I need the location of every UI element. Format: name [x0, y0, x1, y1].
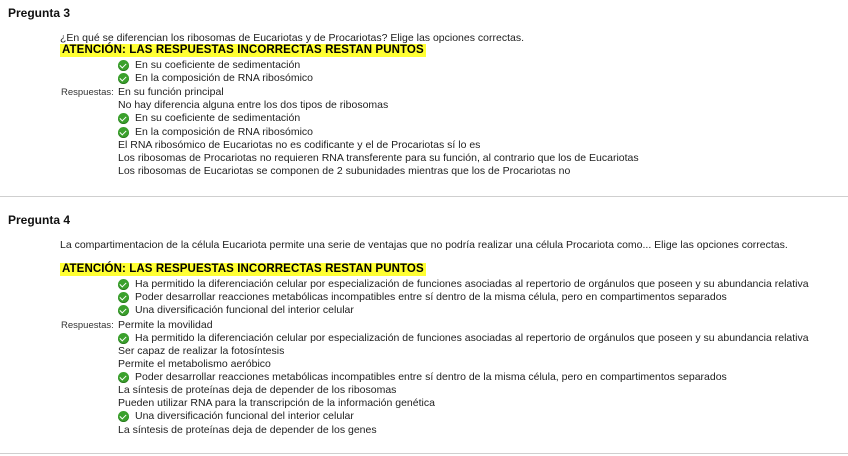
question-4-answer: La síntesis de proteínas deja de depender de los ribosomas: [118, 384, 397, 396]
question-3-text: ¿En qué se diferencian los ribosomas de Eucariotas y de Procariotas? Elige las opciones correctas.: [60, 32, 524, 44]
question-4-text: La compartimentacion de la célula Eucariota permite una serie de ventajas que no podría realizar una célula Procariota como... Elige las opciones correctas.: [60, 239, 788, 251]
check-icon: [118, 292, 129, 303]
check-icon: [118, 279, 129, 290]
question-3-answers-label: Respuestas:: [61, 87, 114, 98]
question-4-answer: Ser capaz de realizar la fotosíntesis: [118, 345, 285, 357]
question-3-correct-1: En su coeficiente de sedimentación: [118, 59, 300, 72]
question-3-warning: ATENCIÓN: LAS RESPUESTAS INCORRECTAS RESTAN PUNTOS: [62, 44, 424, 56]
check-icon: [118, 113, 129, 124]
check-icon: [118, 372, 129, 383]
question-3-answer: Los ribosomas de Procariotas no requieren RNA transferente para su función, al contrario que los de Eucariotas: [118, 152, 639, 164]
check-icon: [118, 305, 129, 316]
question-divider: [0, 453, 848, 454]
question-4-correct-3: Una diversificación funcional del interior celular: [118, 304, 354, 317]
question-4-answer: Permite el metabolismo aeróbico: [118, 358, 271, 370]
question-4-answer: Una diversificación funcional del interior celular: [118, 410, 354, 423]
check-icon: [118, 60, 129, 71]
question-divider: [0, 196, 848, 197]
question-4-answers-label: Respuestas:: [61, 320, 114, 331]
check-icon: [118, 73, 129, 84]
question-4-answer: Ha permitido la diferenciación celular por especialización de funciones asociadas al repertorio de orgánulos que poseen y su abundancia relativa: [118, 332, 809, 345]
question-3-answer: Los ribosomas de Eucariotas se componen de 2 subunidades mientras que los de Procariotas no: [118, 165, 571, 177]
question-3-answer: El RNA ribosómico de Eucariotas no es codificante y el de Procariotas sí lo es: [118, 139, 481, 151]
question-3-correct-2: En la composición de RNA ribosómico: [118, 72, 313, 85]
check-icon: [118, 411, 129, 422]
question-3-answer: En su función principal: [118, 86, 224, 98]
question-4-correct-2: Poder desarrollar reacciones metabólicas incompatibles entre sí dentro de la misma célula, pero en compartimentos separados: [118, 291, 727, 304]
question-3-answer: En la composición de RNA ribosómico: [118, 126, 313, 139]
question-4-answer: Poder desarrollar reacciones metabólicas incompatibles entre sí dentro de la misma célula, pero en compartimentos separados: [118, 371, 727, 384]
question-4-answer: Permite la movilidad: [118, 319, 213, 331]
check-icon: [118, 333, 129, 344]
question-4-correct-1: Ha permitido la diferenciación celular por especialización de funciones asociadas al repertorio de orgánulos que poseen y su abundancia relativa: [118, 278, 809, 291]
question-3-title: Pregunta 3: [8, 6, 71, 20]
question-4-title: Pregunta 4: [8, 213, 71, 227]
question-4-answer: Pueden utilizar RNA para la transcripción de la información genética: [118, 397, 435, 409]
question-3-answer: No hay diferencia alguna entre los dos tipos de ribosomas: [118, 99, 389, 111]
check-icon: [118, 127, 129, 138]
question-4-answer: La síntesis de proteínas deja de depender de los genes: [118, 424, 377, 436]
question-4-warning: ATENCIÓN: LAS RESPUESTAS INCORRECTAS RESTAN PUNTOS: [62, 263, 424, 275]
question-3-answer: En su coeficiente de sedimentación: [118, 112, 300, 125]
